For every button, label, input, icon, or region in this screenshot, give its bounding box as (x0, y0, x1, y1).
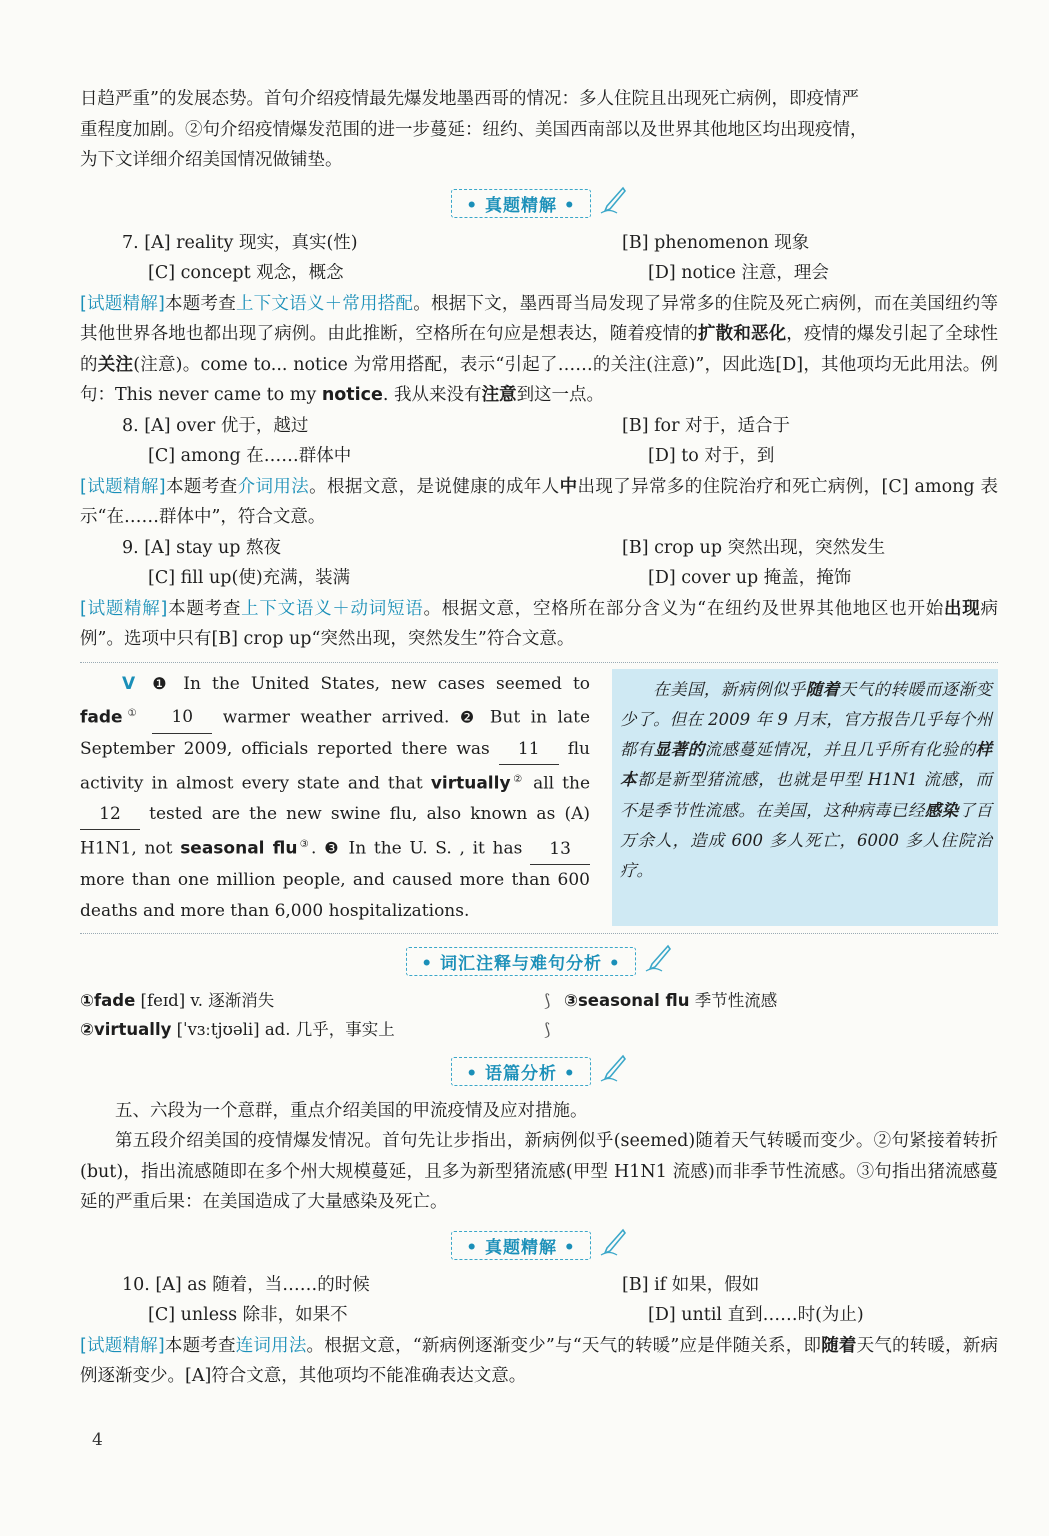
vocab-word: ②virtually (80, 1019, 172, 1039)
text: 本题考查 (164, 293, 236, 314)
blank-12: 12 (80, 799, 140, 830)
separator-glyph: ⟆ (543, 990, 551, 1010)
footnote-marker: ① (122, 707, 142, 719)
sentence-marker: ❸ (324, 838, 341, 858)
intro-line: 日趋严重”的发展态势。首句介绍疫情最先爆发地墨西哥的情况：多人住院且出现死亡病例，即疫情严 (80, 89, 859, 109)
option-7b: [B] phenomenon 现象 (622, 232, 810, 253)
text: 到这一点。 (516, 385, 605, 405)
option-9a: 9. [A] stay up 熬夜 (122, 537, 282, 558)
text: more than one million people, and caused more than 600 deaths and more than 6,000 hospitalizations. (80, 870, 590, 921)
page-number: 4 (92, 1430, 103, 1450)
option-9d: [D] cover up 掩盖，掩饰 (648, 568, 852, 588)
text: flu activity in almost every state and that (80, 738, 591, 794)
option-10d: [D] until 直到……时(为止) (648, 1305, 864, 1326)
vocab-definition: [ˈvɜːtjʊəli] ad. 几乎，事实上 (171, 1019, 395, 1039)
text: 在美国，新病例似乎 (653, 679, 806, 699)
vocab-list (80, 986, 998, 1044)
vocab-definition: [feɪd] v. 逐渐消失 (135, 990, 275, 1010)
text: 都是新型猪流感，也就是甲型 H1N1 流感，而不是季节性流感。在美国，这种病毒已经 (620, 770, 993, 820)
question-9-options-row-2 (80, 563, 998, 594)
analysis-paragraph-2: 第五段介绍美国的疫情爆发情况。首句先让步指出，新病例似乎(seemed)随着天气转暖而变少。②句紧接着转折(but)，指出流感随即在多个州大规模蔓延，且多为新型猪流感(甲型 H1N1 流感)而非季节性流感。③句指出猪流感蔓延的严重后果：在美国造成了大量感染及死亡。 (80, 1131, 998, 1213)
sentence-marker: ❷ (459, 707, 480, 727)
question-8-options-row-2 (80, 441, 998, 472)
analysis-paragraph-1: 五、六段为一个意群，重点介绍美国的甲流疫情及应对措施。 (115, 1100, 588, 1121)
intro-paragraph (80, 84, 998, 176)
section-title: • 真题精解 • (451, 1231, 591, 1260)
question-10-options-row-1 (80, 1270, 998, 1301)
intro-line: 重程度加剧。②句介绍疫情爆发范围的进一步蔓延：纽约、美国西南部以及世界其他地区均出现疫情， (80, 119, 868, 140)
blank-11: 11 (499, 734, 559, 765)
emphasis: 扩散和恶化 (698, 324, 787, 344)
option-9b: [B] crop up 突然出现，突然发生 (622, 537, 886, 558)
option-10a: 10. [A] as 随着，当……的时候 (122, 1274, 370, 1295)
chinese-translation-box (612, 669, 998, 926)
separator-glyph: ⟆ (543, 1019, 551, 1039)
intro-line: 为下文详细介绍美国情况做铺垫。 (80, 150, 343, 170)
footnote-marker: ③ (297, 839, 312, 851)
vocab-item-1 (80, 986, 530, 1015)
section-heading-exam-1 (80, 182, 998, 226)
text: 。根据文意，空格所在部分含义为“在纽约及世界其他地区也开始 (423, 598, 945, 619)
text: (注意)。come to... notice 为常用搭配，表示“引起了……的关注(注意)”，因此选[D]，其他项均无此用法。例句：This never came to my (80, 354, 999, 405)
page-content (80, 84, 998, 1392)
vocab-item-3 (564, 986, 998, 1015)
divider (80, 933, 998, 934)
vocab-word: seasonal flu (180, 838, 298, 859)
question-8-explanation (80, 472, 998, 533)
emphasis: 随着 (805, 679, 840, 699)
option-10b: [B] if 如果，假如 (622, 1274, 760, 1295)
option-8d: [D] to 对于，到 (648, 446, 775, 466)
text: In the United States, new cases seemed to (183, 673, 591, 694)
test-point: 介词用法 (237, 476, 310, 497)
sentence-marker: ❶ (152, 673, 173, 693)
text: In the U. S. , it has (348, 838, 523, 859)
section-title: • 语篇分析 • (451, 1057, 591, 1086)
vocab-item-2 (80, 1015, 530, 1044)
section-heading-analysis (80, 1050, 998, 1094)
pen-icon (597, 1228, 627, 1263)
explanation-tag: [试题精解] (80, 293, 165, 314)
emphasis: 感染 (924, 800, 959, 820)
text: 病例”。选项中只有[B] crop up“突然出现，突然发生”符合文意。 (80, 598, 999, 649)
text: all the (533, 773, 591, 794)
text: 出现了异常多的住院治疗和死亡病例，[C] among 表示“在……群体中”，符合文意。 (80, 476, 999, 527)
text: 流感蔓延情况，并且几乎所有化验的 (704, 740, 976, 760)
question-10-options-row-2 (80, 1300, 998, 1331)
pen-icon (597, 1054, 627, 1089)
pen-icon (597, 186, 627, 221)
english-passage (80, 669, 590, 926)
emphasis: 中 (559, 476, 578, 497)
text: warmer weather arrived. (222, 707, 450, 728)
section-heading-vocab (80, 940, 998, 984)
divider (80, 662, 998, 663)
text: 。根据下文，墨西哥当局发现了异常多的住院及死亡病例，而在美国纽约等其他世界各地也都出现了病例。由此推断，空格所在句应是想表达，随着疫情的 (80, 293, 999, 344)
section-title: • 真题精解 • (451, 189, 591, 218)
text: . (311, 838, 317, 859)
question-8-options-row-1 (80, 411, 998, 442)
blank-13: 13 (530, 834, 590, 865)
vocab-word: fade (80, 707, 123, 728)
question-7-explanation (80, 289, 998, 411)
text: 天气的转暖，新病例逐渐变少。[A]符合文意，其他项均不能准确表达文意。 (80, 1335, 999, 1387)
vocab-word: ①fade (80, 990, 136, 1010)
question-9-options-row-1 (80, 533, 998, 564)
emphasis: 关注 (97, 354, 134, 375)
option-7d: [D] notice 注意，理会 (648, 263, 829, 283)
question-7-options-row-2 (80, 258, 998, 289)
emphasis: 样本 (620, 740, 993, 790)
section-heading-exam-2 (80, 1224, 998, 1268)
pen-icon (642, 944, 672, 979)
explanation-tag: [试题精解] (80, 1335, 165, 1356)
text: 本题考查 (164, 1335, 236, 1356)
emphasis: 出现 (944, 598, 981, 619)
passage-section-v (80, 669, 998, 926)
option-7c: [C] concept 观念，概念 (148, 263, 344, 283)
text: 。根据文意，“新病例逐渐变少”与“天气的转暖”应是伴随关系，即 (306, 1335, 822, 1356)
question-7-options-row-1 (80, 228, 998, 259)
text: 本题考查 (165, 476, 238, 497)
text: ，疫情的爆发引起了全球性的 (80, 324, 999, 375)
explanation-tag: [试题精解] (80, 476, 166, 497)
section-title: • 词汇注释与难句分析 • (406, 947, 636, 976)
text: 天气的转暖而逐渐变少了。但在 2009 年 9 月末，官方报告几乎每个州都有 (620, 679, 993, 760)
text: . 我从来没有 (382, 385, 482, 405)
emphasis: 显著的 (653, 740, 705, 760)
text: But in late September 2009, officials reported there was (80, 707, 591, 759)
blank-10: 10 (152, 702, 212, 733)
column-separator (530, 986, 564, 1044)
option-10c: [C] unless 除非，如果不 (148, 1305, 348, 1326)
option-7a: 7. [A] reality 现实，真实(性) (122, 232, 358, 253)
emphasis: 注意 (481, 385, 517, 405)
option-8b: [B] for 对于，适合于 (622, 415, 791, 436)
option-9c: [C] fill up(使)充满，装满 (148, 568, 351, 588)
text: 。根据文意，是说健康的成年人 (309, 476, 560, 497)
section-number: V (122, 673, 136, 694)
test-point: 上下文语义＋动词短语 (241, 598, 424, 619)
text: tested are the new swine flu, also known as (A) H1N1, not (80, 804, 590, 859)
footnote-marker: ② (510, 774, 525, 786)
vocab-definition: 季节性流感 (689, 990, 778, 1010)
question-10-explanation (80, 1331, 998, 1392)
question-9-explanation (80, 594, 998, 655)
text: 了百万余人，造成 600 多人死亡，6000 多人住院治疗。 (620, 800, 993, 881)
test-point: 连词用法 (235, 1335, 307, 1356)
option-8c: [C] among 在……群体中 (148, 446, 352, 466)
emphasis: notice (321, 385, 383, 405)
vocab-word: virtually (430, 773, 511, 794)
text: 本题考查 (167, 598, 242, 619)
vocab-word: ③seasonal flu (564, 990, 690, 1010)
emphasis: 随着 (821, 1335, 857, 1356)
test-point: 上下文语义＋常用搭配 (235, 293, 414, 314)
explanation-tag: [试题精解] (80, 598, 168, 619)
option-8a: 8. [A] over 优于，越过 (122, 415, 309, 436)
